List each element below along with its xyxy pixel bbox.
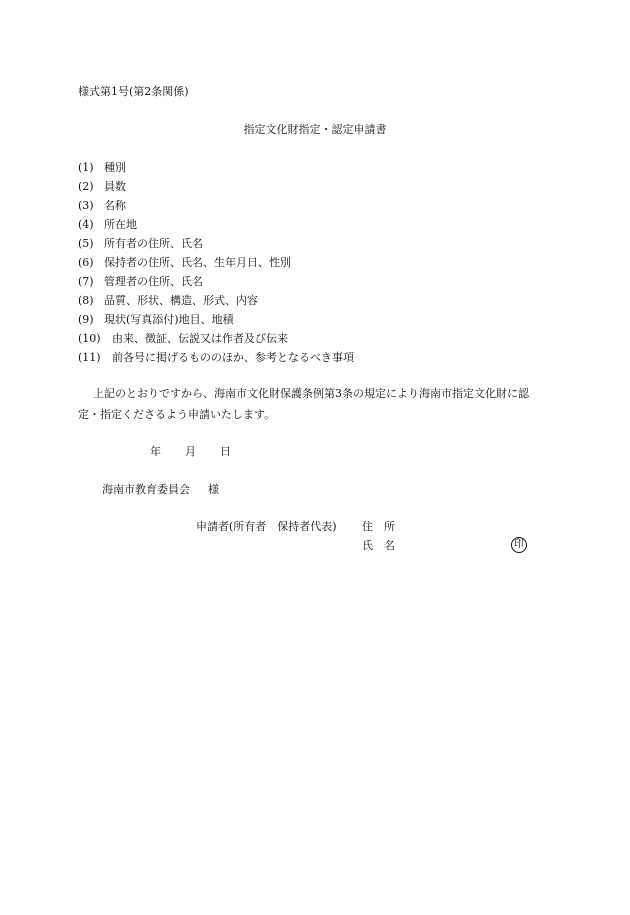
item-text: 品質、形状、構造、形式、内容 [104, 294, 258, 307]
addressee: 海南市教育委員会 [102, 483, 190, 496]
item-number: (5) [78, 237, 94, 250]
item-text: 前各号に掲げるもののほか、参考となるべき事項 [112, 351, 354, 364]
item-number: (8) [78, 294, 94, 307]
item-text: 管理者の住所、氏名 [104, 275, 203, 288]
item-text: 現状(写真添付)地目、地積 [104, 313, 234, 326]
item-text: 名称 [104, 199, 126, 212]
item-text: 由来、徴証、伝説又は作者及び伝来 [112, 332, 288, 345]
item-number: (9) [78, 313, 94, 326]
form-number: 様式第1号(第2条関係) [78, 85, 189, 98]
name-label: 氏 名 [362, 539, 395, 552]
item-number: (4) [78, 218, 94, 231]
item-text: 種別 [104, 161, 126, 174]
item-number: (1) [78, 161, 94, 174]
item-text: 所在地 [104, 218, 137, 231]
address-label: 住 所 [362, 520, 395, 533]
item-number: (7) [78, 275, 94, 288]
body-text-line-1: 上記のとおりですから、海南市文化財保護条例第3条の規定により海南市指定文化財に認 [93, 387, 529, 400]
date-day-label: 日 [220, 445, 231, 458]
item-number: (6) [78, 256, 94, 269]
item-number: (2) [78, 180, 94, 193]
item-text: 員数 [104, 180, 126, 193]
document-title: 指定文化財指定・認定申請書 [243, 123, 387, 136]
applicant-label: 申請者(所有者 保持者代表) [196, 520, 337, 533]
date-month-label: 月 [185, 445, 196, 458]
seal-mark: 印 [511, 537, 527, 553]
item-text: 所有者の住所、氏名 [104, 237, 203, 250]
item-number: (11) [78, 351, 101, 364]
addressee-suffix: 様 [208, 483, 219, 496]
item-text: 保持者の住所、氏名、生年月日、性別 [104, 256, 291, 269]
date-year-label: 年 [150, 445, 161, 458]
body-text-line-2: 定・指定くださるよう申請いたします。 [78, 408, 276, 421]
item-number: (3) [78, 199, 94, 212]
item-number: (10) [78, 332, 101, 345]
